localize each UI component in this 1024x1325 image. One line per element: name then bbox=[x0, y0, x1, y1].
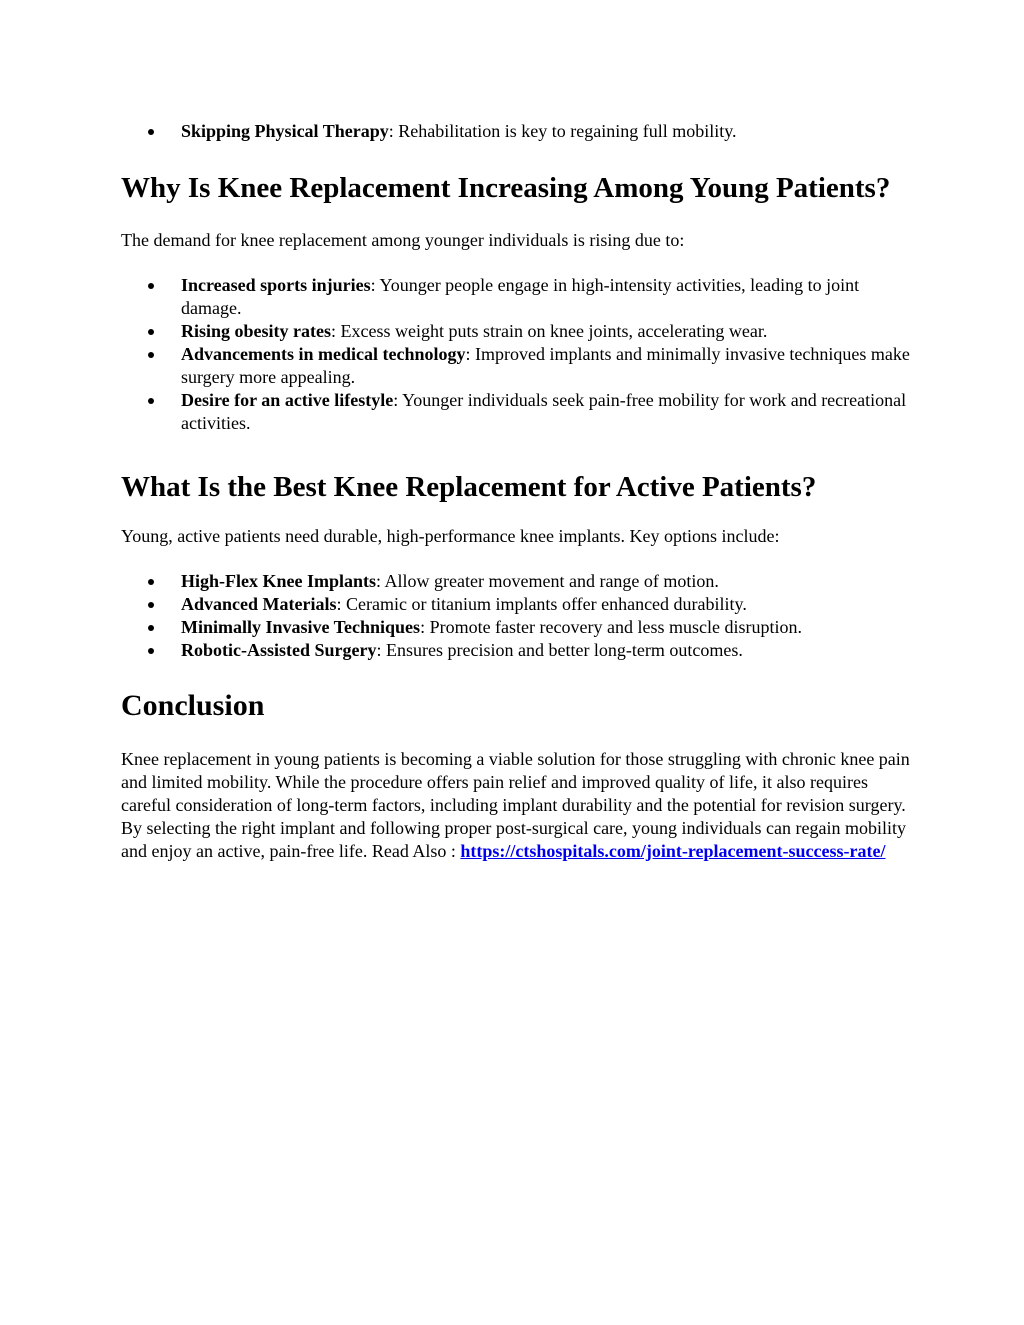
list-item-term: Desire for an active lifestyle bbox=[181, 390, 394, 410]
section-intro-why: The demand for knee replacement among younger individuals is rising due to: bbox=[121, 230, 685, 250]
list-item bbox=[121, 320, 911, 343]
conclusion-paragraph bbox=[121, 748, 911, 863]
section-heading-why: Why Is Knee Replacement Increasing Among Young Patients? bbox=[121, 172, 891, 204]
best-bullet-list bbox=[121, 570, 911, 662]
list-item-desc: : Excess weight puts strain on knee joints, accelerating wear. bbox=[331, 321, 768, 341]
bullet-icon bbox=[148, 648, 154, 654]
list-item-desc: : Rehabilitation is key to regaining full mobility. bbox=[388, 121, 737, 141]
list-item-desc: : Younger individuals seek pain-free mobility for work and recreational activities. bbox=[181, 390, 907, 433]
list-item bbox=[121, 639, 911, 662]
list-item-term: Advanced Materials bbox=[181, 594, 337, 614]
document-page bbox=[121, 118, 911, 863]
bullet-icon bbox=[148, 352, 154, 358]
list-item-term: Skipping Physical Therapy bbox=[181, 121, 389, 141]
list-item-term: Minimally Invasive Techniques bbox=[181, 617, 421, 637]
list-item-term: Robotic-Assisted Surgery bbox=[181, 640, 377, 660]
section-heading-best: What Is the Best Knee Replacement for Active Patients? bbox=[121, 471, 817, 503]
bullet-icon bbox=[148, 579, 154, 585]
list-item bbox=[121, 616, 911, 639]
read-also-link[interactable]: https://ctshospitals.com/joint-replacement-success-rate/ bbox=[460, 841, 886, 861]
list-item bbox=[121, 343, 911, 389]
bullet-icon bbox=[148, 398, 154, 404]
top-bullet-list bbox=[121, 120, 911, 143]
list-item-term: Advancements in medical technology bbox=[181, 344, 466, 364]
why-bullet-list bbox=[121, 274, 911, 435]
bullet-icon bbox=[148, 329, 154, 335]
list-item bbox=[121, 570, 911, 593]
list-item bbox=[121, 593, 911, 616]
list-item bbox=[121, 389, 911, 435]
list-item-desc: : Younger people engage in high-intensity activities, leading to joint damage. bbox=[181, 275, 860, 318]
list-item-desc: : Improved implants and minimally invasive techniques make surgery more appealing. bbox=[181, 344, 910, 387]
conclusion-body-text: Knee replacement in young patients is becoming a viable solution for those struggling with chronic knee pain and limited mobility. While the procedure offers pain relief and improved quality of life, it also requires careful consideration of long-term factors, including implant durability and the potential for revision surgery. By selecting the right implant and following proper post-surgical care, young individuals can regain mobility and enjoy an active, pain-free life. Read Also : bbox=[121, 749, 910, 861]
list-item-desc: : Ensures precision and better long-term outcomes. bbox=[376, 640, 743, 660]
bullet-icon bbox=[148, 625, 154, 631]
section-intro-best: Young, active patients need durable, high-performance knee implants. Key options include: bbox=[121, 526, 780, 546]
list-item-term: Rising obesity rates bbox=[181, 321, 331, 341]
list-item-desc: : Allow greater movement and range of motion. bbox=[376, 571, 719, 591]
bullet-icon bbox=[148, 129, 154, 135]
bullet-icon bbox=[148, 602, 154, 608]
bullet-icon bbox=[148, 283, 154, 289]
list-item-term: High-Flex Knee Implants bbox=[181, 571, 377, 591]
section-heading-conclusion: Conclusion bbox=[121, 689, 265, 722]
list-item bbox=[121, 120, 911, 143]
list-item-desc: : Ceramic or titanium implants offer enhanced durability. bbox=[336, 594, 747, 614]
list-item bbox=[121, 274, 911, 320]
list-item-term: Increased sports injuries bbox=[181, 275, 371, 295]
list-item-desc: : Promote faster recovery and less muscle disruption. bbox=[420, 617, 802, 637]
